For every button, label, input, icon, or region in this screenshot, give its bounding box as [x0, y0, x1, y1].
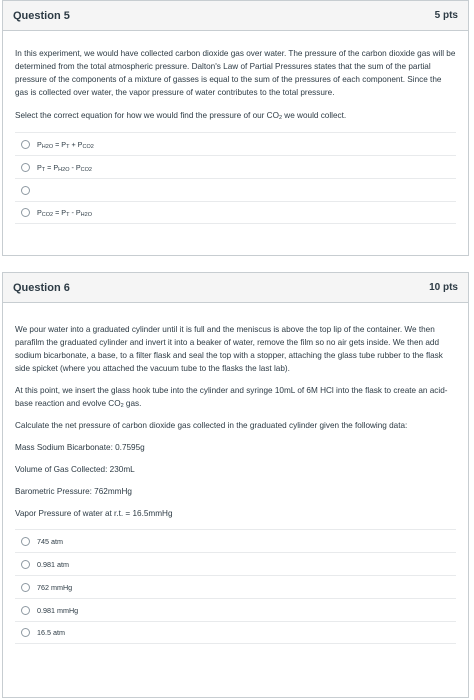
answer-label: 0.981 mmHg — [37, 605, 79, 615]
answer-label: $P_{H2O} = P_T + P_{CO2}$ — [37, 139, 94, 150]
data-line: Mass Sodium Bicarbonate: 0.7595g — [15, 443, 145, 452]
question-prompt: Calculate the net pressure of carbon dioxide gas collected in the graduated cylinder given the following data: — [15, 421, 408, 430]
question-text: We pour water into a graduated cylinder until it is full and the meniscus is above the top lip of the container. We then parafilm the graduated cylinder and invert it into a beaker of water, remove the film so no air gets inside. We then add sodium bicarbonate, a base, to a filter flask and seal the top with a stopper, attaching the glass tube rubber to the flask side spicket (where you attached the vacuum tube to the flasks the last lab). — [15, 325, 443, 373]
data-line: Volume of Gas Collected: 230mL — [15, 465, 135, 474]
radio-button[interactable] — [21, 163, 30, 172]
question-text: At this point, we insert the glass hook tube into the cylinder and syringe 10mL of 6M HCl into the flask to create an acid-base reaction and evolve $CO_2$ gas. — [15, 386, 448, 409]
answer-list — [15, 132, 456, 224]
radio-button[interactable] — [21, 583, 30, 592]
question-5-card — [2, 0, 469, 256]
answer-label: $P_T = P_{H2O} - P_{CO2}$ — [37, 162, 92, 173]
question-points: 10 pts — [429, 282, 458, 293]
radio-button[interactable] — [21, 606, 30, 615]
answer-label: 762 mmHg — [37, 582, 73, 592]
answer-option[interactable] — [15, 132, 456, 155]
answer-list — [15, 529, 456, 644]
data-line: Barometric Pressure: 762mmHg — [15, 487, 132, 496]
question-body — [3, 31, 468, 224]
question-prompt: Select the correct equation for how we would find the pressure of our $CO_2$ we would collect. — [15, 111, 347, 121]
answer-option[interactable] — [15, 552, 456, 575]
answer-option[interactable] — [15, 575, 456, 598]
answer-label: $P_{CO2} = P_T - P_{H2O}$ — [37, 208, 92, 218]
question-text: In this experiment, we would have collected carbon dioxide gas over water. The pressure of the carbon dioxide gas will be determined from the total atmospheric pressure. Dalton's Law of Partial Pressures states that the sum of the partial pressure of the components of a mixture of gasses is equal to the sum of the pressures of each component. Since the gas is collected over water, the vapor pressure of water contributes to the total pressure. — [15, 49, 456, 97]
answer-option[interactable] — [15, 155, 456, 178]
question-header — [3, 1, 468, 31]
answer-option[interactable] — [15, 621, 456, 644]
answer-option[interactable] — [15, 529, 456, 552]
question-header — [3, 273, 468, 303]
answer-option[interactable] — [15, 178, 456, 201]
radio-button[interactable] — [21, 186, 30, 195]
answer-option[interactable] — [15, 598, 456, 621]
question-title: Question 6 — [13, 281, 70, 294]
question-6-card — [2, 272, 469, 698]
radio-button[interactable] — [21, 208, 30, 217]
answer-label: 745 atm — [37, 536, 63, 546]
question-body — [3, 303, 468, 644]
answer-label: 0.981 atm — [37, 559, 69, 569]
radio-button[interactable] — [21, 140, 30, 149]
radio-button[interactable] — [21, 560, 30, 569]
answer-option[interactable] — [15, 201, 456, 224]
question-title: Question 5 — [13, 9, 70, 22]
data-line: Vapor Pressure of water at r.t. = 16.5mmHg — [15, 509, 173, 518]
radio-button[interactable] — [21, 537, 30, 546]
question-points: 5 pts — [434, 10, 458, 21]
answer-label: 16.5 atm — [37, 628, 65, 637]
radio-button[interactable] — [21, 628, 30, 637]
